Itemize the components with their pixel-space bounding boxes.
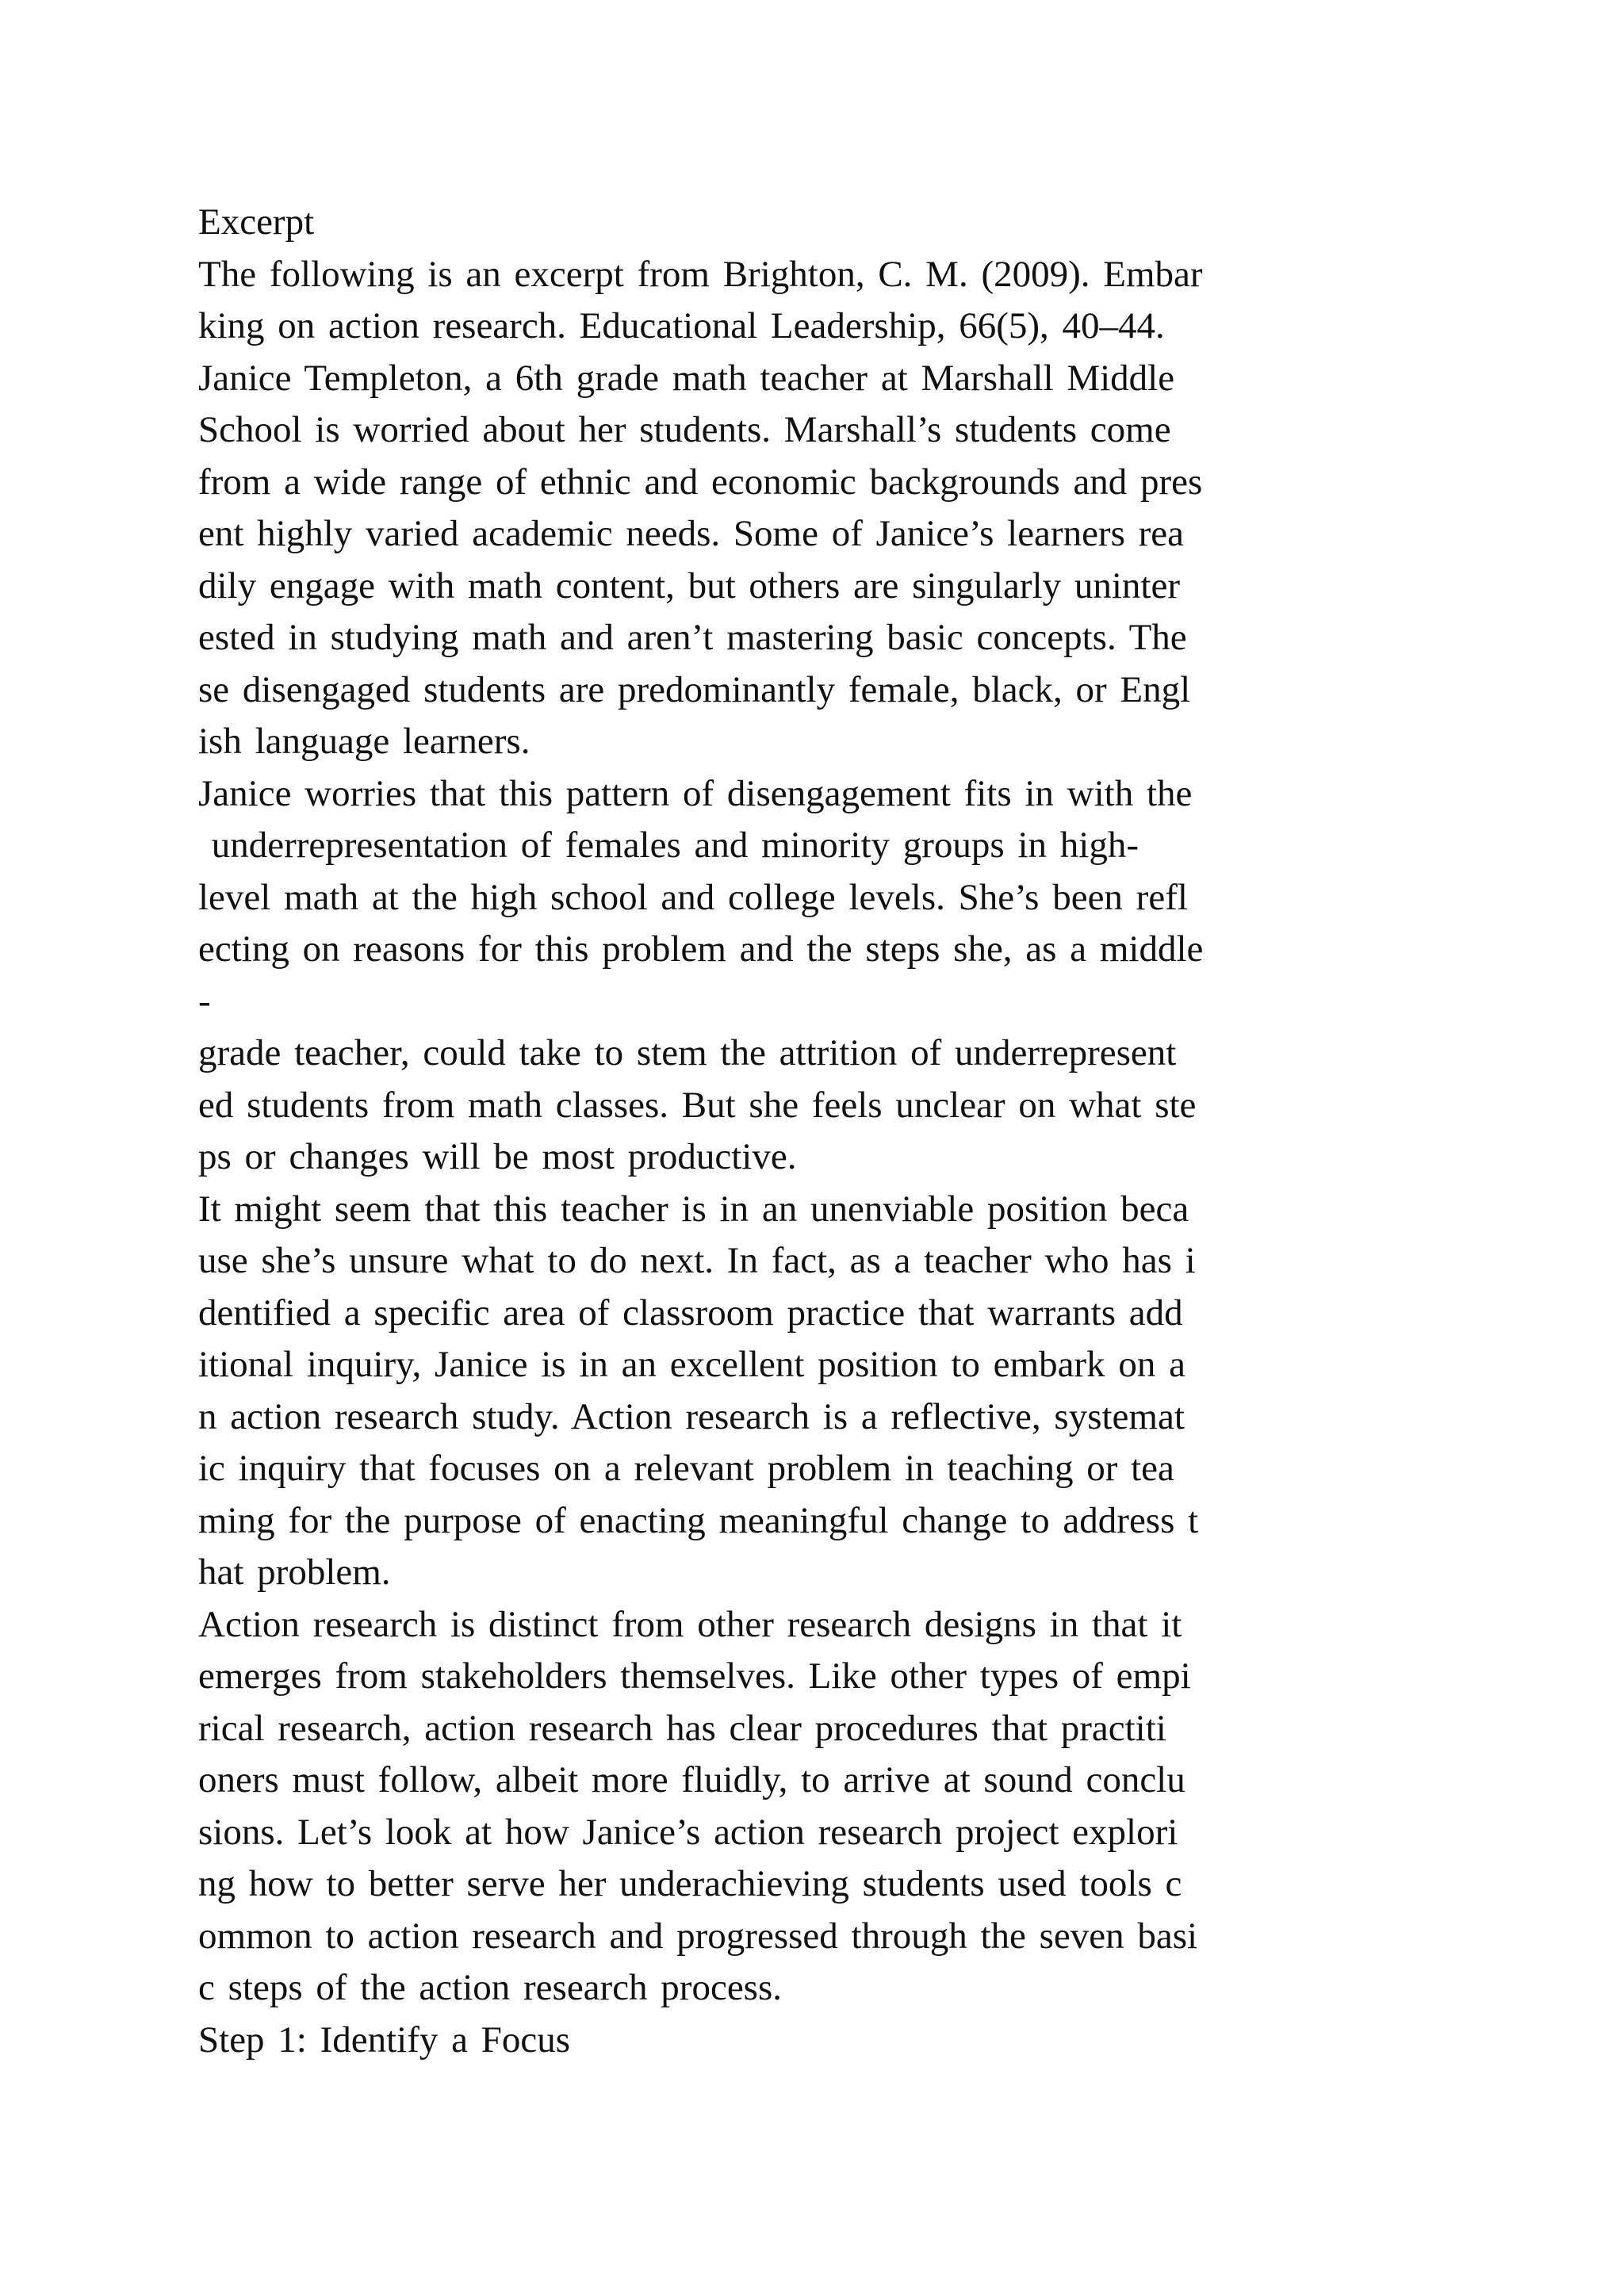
text-line: king on action research. Educational Leadership, 66(5), 40–44. [198,305,1165,346]
text-line: c steps of the action research process. [198,1967,783,2008]
text-line: emerges from stakeholders themselves. Like other types of empi [198,1655,1191,1697]
text-line: ested in studying math and aren’t mastering basic concepts. The [198,617,1187,658]
text-line: ic inquiry that focuses on a relevant problem in teaching or tea [198,1448,1174,1489]
text-line: - [198,980,211,1022]
text-line: It might seem that this teacher is in an unenviable position beca [198,1188,1189,1230]
text-line: Janice worries that this pattern of disengagement fits in with the [198,772,1193,814]
text-line: ps or changes will be most productive. [198,1136,797,1177]
section-heading: Step 1: Identify a Focus [198,2019,571,2061]
text-line: grade teacher, could take to stem the attrition of underrepresent [198,1032,1177,1073]
text-line: Janice Templeton, a 6th grade math teacher at Marshall Middle [198,357,1175,399]
text-line: ng how to better serve her underachieving students used tools c [198,1863,1182,1904]
text-line: itional inquiry, Janice is in an excellent position to embark on a [198,1344,1185,1385]
text-line: Excerpt [198,201,315,243]
text-line: dentified a specific area of classroom practice that warrants add [198,1292,1183,1334]
text-line: ecting on reasons for this problem and the steps she, as a middle [198,928,1204,970]
text-line: hat problem. [198,1552,391,1593]
text-line: oners must follow, albeit more fluidly, to arrive at sound conclu [198,1759,1185,1800]
text-line: se disengaged students are predominantly female, black, or Engl [198,668,1191,710]
text-line: use she’s unsure what to do next. In fact, as a teacher who has i [198,1240,1196,1281]
text-line: ish language learners. [198,721,530,762]
text-line: School is worried about her students. Marshall’s students come [198,409,1171,450]
text-line: from a wide range of ethnic and economic backgrounds and pres [198,461,1203,503]
text-line: dily engage with math content, but others are singularly uninter [198,564,1180,607]
text-line: level math at the high school and college levels. She’s been refl [198,876,1188,918]
text-line: rical research, action research has clear procedures that practiti [198,1707,1166,1749]
text-line: ommon to action research and progressed through the seven basi [198,1915,1198,1957]
text-line: ming for the purpose of enacting meaningful change to address t [198,1499,1199,1541]
text-line: The following is an excerpt from Brighton, C. M. (2009). Embar [198,253,1203,295]
text-line: n action research study. Action research is a reflective, systemat [198,1395,1185,1437]
text-line: underrepresentation of females and minority groups in high- [198,825,1139,866]
text-line: sions. Let’s look at how Janice’s action research project explori [198,1811,1178,1853]
text-line: ed students from math classes. But she feels unclear on what ste [198,1084,1197,1126]
text-line: Action research is distinct from other research designs in that it [198,1603,1182,1645]
text-line: ent highly varied academic needs. Some of Janice’s learners rea [198,513,1184,554]
excerpt-text [198,197,1451,2066]
